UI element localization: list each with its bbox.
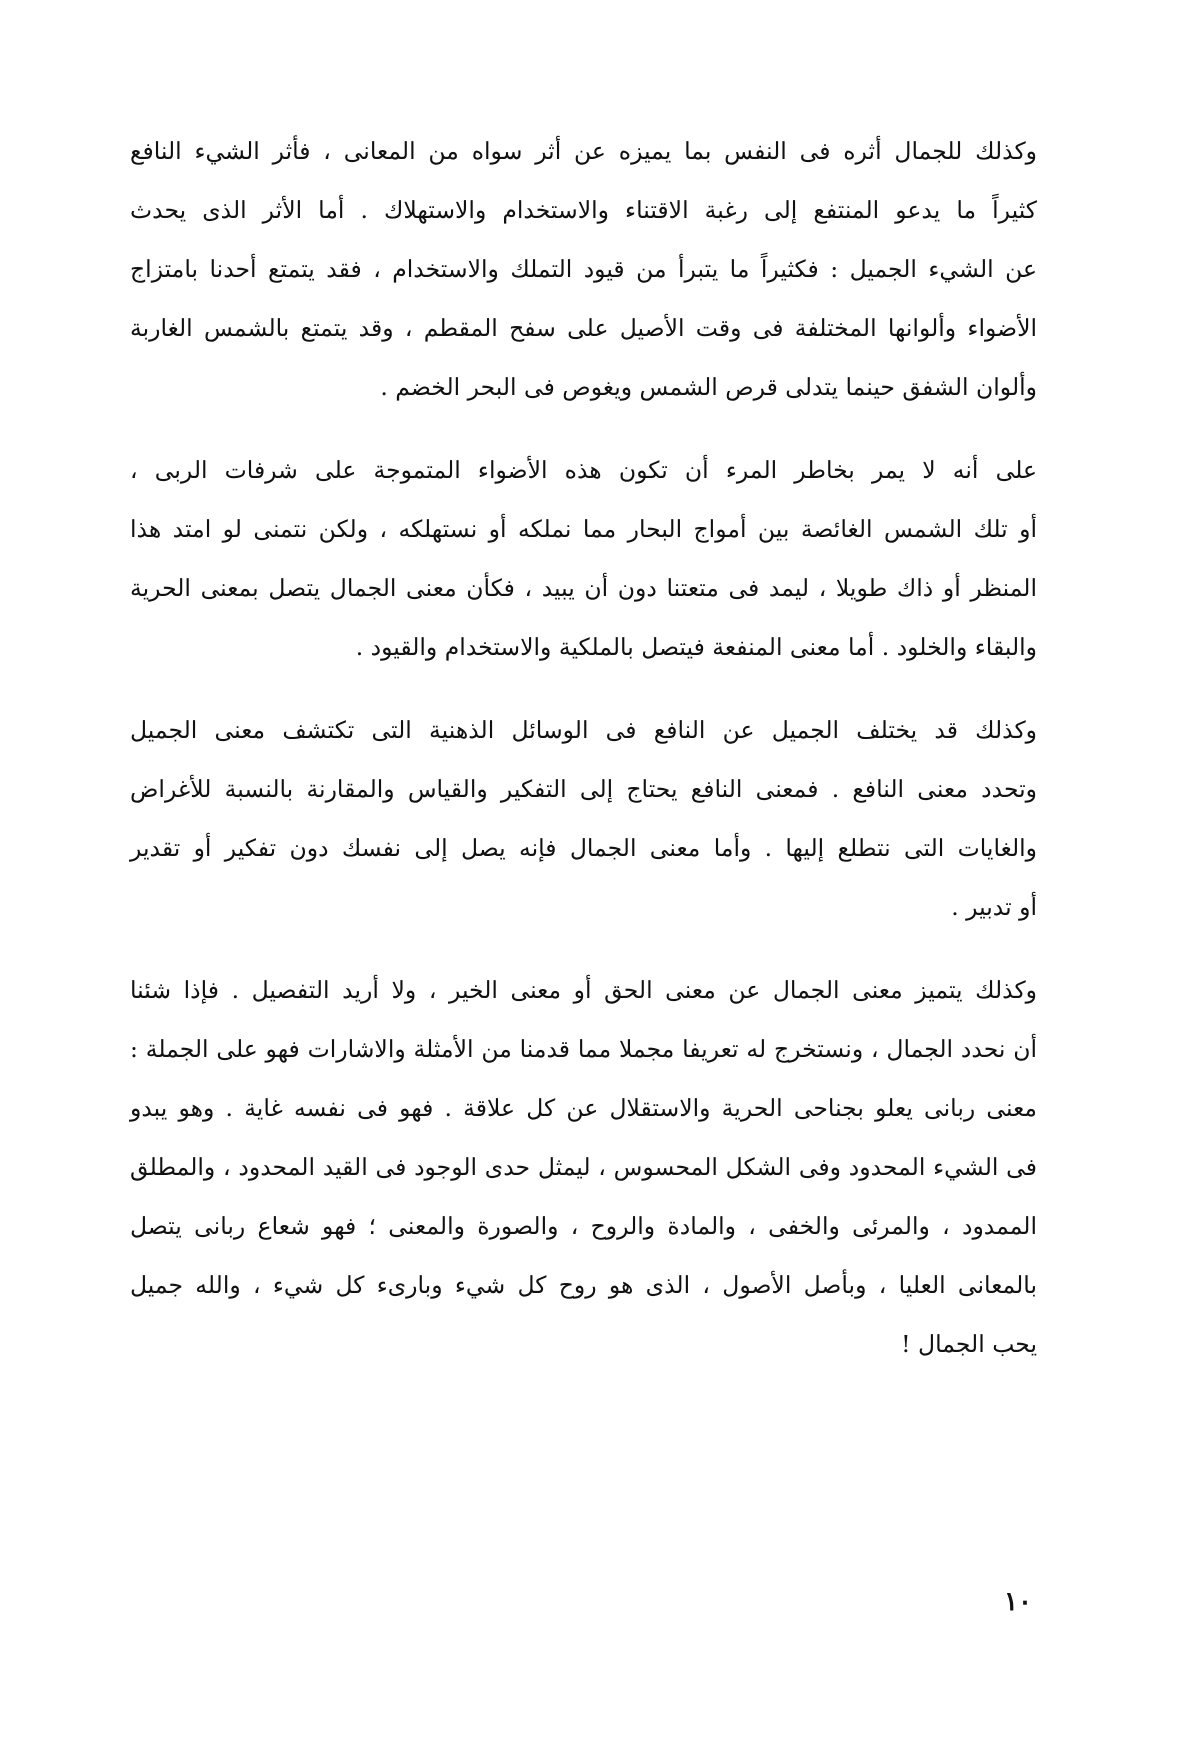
text-line: بالمعانى العليا ، وبأصل الأصول ، الذى هو روح كل شيء وبارىء كل شيء ، والله جميل [130,1271,1037,1299]
text-line: وألوان الشفق حينما يتدلى قرص الشمس ويغوص فى البحر الخضم . [380,373,1037,401]
text-line: أو تدبير . [951,893,1037,921]
text-line: والغايات التى نتطلع إليها . وأما معنى الجمال فإنه يصل إلى نفسك دون تفكير أو تقدير [130,834,1037,862]
text-line: والبقاء والخلود . أما معنى المنفعة فيتصل بالملكية والاستخدام والقيود . [355,633,1037,661]
body-text [130,122,1037,1398]
text-line: كثيراً ما يدعو المنتفع إلى رغبة الاقتناء والاستخدام والاستهلاك . أما الأثر الذى يحدث [130,196,1037,224]
text-line: المنظر أو ذاك طويلا ، ليمد فى متعتنا دون أن يبيد ، فكأن معنى الجمال يتصل بمعنى الحرية [130,574,1037,602]
text-line: أو تلك الشمس الغائصة بين أمواج البحار مما نملكه أو نستهلكه ، ولكن نتمنى لو امتد هذا [130,515,1037,543]
text-line: عن الشيء الجميل : فكثيراً ما يتبرأ من قيود التملك والاستخدام ، فقد يتمتع أحدنا بامتزاج [130,255,1037,283]
text-line: أن نحدد الجمال ، ونستخرج له تعريفا مجملا مما قدمنا من الأمثلة والاشارات فهو على الجملة : [130,1035,1037,1063]
paragraph-1 [130,122,1037,417]
text-line: فى الشيء المحدود وفى الشكل المحسوس ، ليمثل حدى الوجود فى القيد المحدود ، والمطلق [130,1153,1037,1181]
text-line: الأضواء وألوانها المختلفة فى وقت الأصيل على سفح المقطم ، وقد يتمتع بالشمس الغاربة [130,314,1037,342]
text-line: يحب الجمال ! [901,1330,1037,1358]
text-line: وكذلك للجمال أثره فى النفس بما يميزه عن أثر سواه من المعانى ، فأثر الشيء النافع [130,137,1037,165]
text-line: الممدود ، والمرئى والخفى ، والمادة والروح ، والصورة والمعنى ؛ فهو شعاع ربانى يتصل [130,1212,1037,1240]
text-line: معنى ربانى يعلو بجناحى الحرية والاستقلال عن كل علاقة . فهو فى نفسه غاية . وهو يبدو [130,1094,1037,1122]
paragraph-4 [130,961,1037,1374]
page-number: ١٠ [1004,1587,1032,1617]
text-line: وكذلك يتميز معنى الجمال عن معنى الحق أو معنى الخير ، ولا أريد التفصيل . فإذا شئنا [130,976,1037,1004]
text-line: على أنه لا يمر بخاطر المرء أن تكون هذه الأضواء المتموجة على شرفات الربى ، [130,456,1037,484]
text-line: وتحدد معنى النافع . فمعنى النافع يحتاج إلى التفكير والقياس والمقارنة بالنسبة للأغراض [130,775,1037,803]
text-line: وكذلك قد يختلف الجميل عن النافع فى الوسائل الذهنية التى تكتشف معنى الجميل [130,716,1037,744]
paragraph-2 [130,441,1037,677]
paragraph-3 [130,701,1037,937]
